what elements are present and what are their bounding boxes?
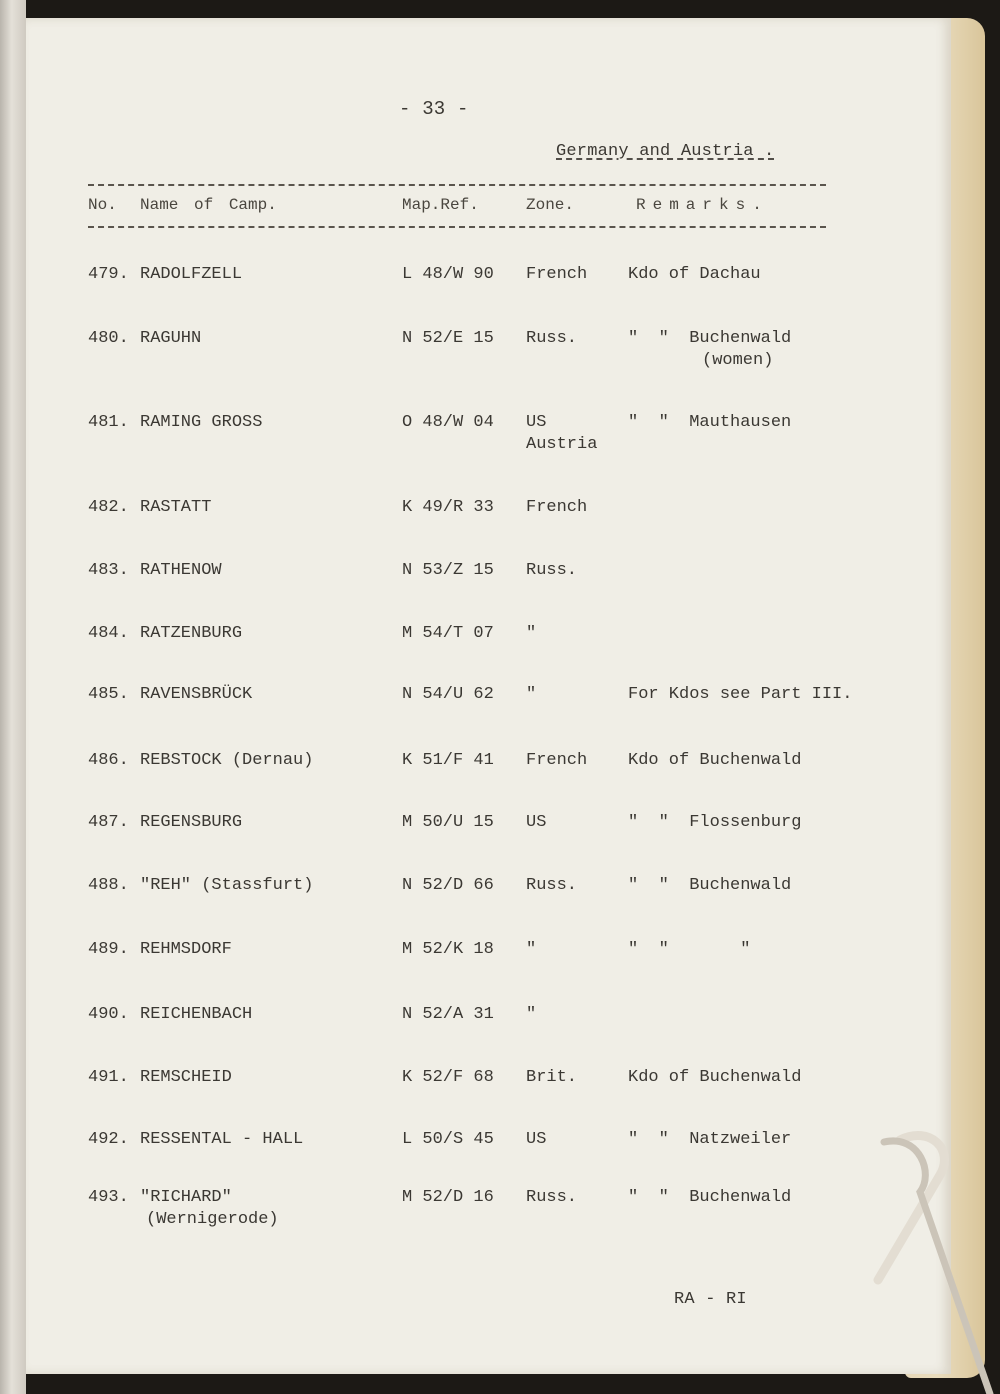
map-reference: N 52/D 66 xyxy=(402,876,494,895)
zone-line-2: Austria xyxy=(526,435,598,454)
map-reference: N 54/U 62 xyxy=(402,685,494,704)
zone: " xyxy=(526,685,537,704)
map-reference: M 50/U 15 xyxy=(402,813,494,832)
header-map-ref: Map.Ref. xyxy=(402,196,479,214)
remarks: " " Buchenwald xyxy=(628,329,792,348)
remarks: " " Mauthausen xyxy=(628,413,792,432)
zone: Russ. xyxy=(526,1188,578,1207)
remarks: Kdo of Buchenwald xyxy=(628,751,802,770)
camp-number: 488. xyxy=(88,876,129,895)
camp-number: 480. xyxy=(88,329,129,348)
camp-name: REICHENBACH xyxy=(140,1005,253,1024)
table-row xyxy=(26,265,951,325)
zone: Brit. xyxy=(526,1068,578,1087)
zone: Russ. xyxy=(526,876,578,895)
footer-index: RA - RI xyxy=(674,1290,747,1309)
remarks: Kdo of Buchenwald xyxy=(628,1068,802,1087)
map-reference: K 52/F 68 xyxy=(402,1068,494,1087)
document-page xyxy=(26,18,951,1374)
map-reference: O 48/W 04 xyxy=(402,413,494,432)
zone: French xyxy=(526,751,588,770)
camp-number: 487. xyxy=(88,813,129,832)
map-reference: N 53/Z 15 xyxy=(402,561,494,580)
remarks-line-2: (women) xyxy=(702,351,774,370)
table-row xyxy=(26,329,951,389)
table-row xyxy=(26,1130,951,1190)
table-row xyxy=(26,413,951,473)
camp-number: 493. xyxy=(88,1188,129,1207)
map-reference: M 52/K 18 xyxy=(402,940,494,959)
camp-name: RAGUHN xyxy=(140,329,202,348)
camp-name: RAVENSBRÜCK xyxy=(140,685,253,704)
map-reference: N 52/A 31 xyxy=(402,1005,494,1024)
camp-number: 486. xyxy=(88,751,129,770)
camp-number: 492. xyxy=(88,1130,129,1149)
camp-name: RATZENBURG xyxy=(140,624,243,643)
table-row xyxy=(26,624,951,684)
map-reference: M 52/D 16 xyxy=(402,1188,494,1207)
remarks: " " Buchenwald xyxy=(628,876,792,895)
zone: US xyxy=(526,813,547,832)
camp-number: 484. xyxy=(88,624,129,643)
camp-name: REGENSBURG xyxy=(140,813,243,832)
zone: US xyxy=(526,413,547,432)
header-rule-bottom xyxy=(88,226,826,228)
table-row xyxy=(26,876,951,936)
camp-name: "REH" (Stassfurt) xyxy=(140,876,314,895)
zone: US xyxy=(526,1130,547,1149)
map-reference: L 50/S 45 xyxy=(402,1130,494,1149)
binder-edge xyxy=(0,0,26,1394)
camp-name: RESSENTAL - HALL xyxy=(140,1130,304,1149)
table-row xyxy=(26,561,951,621)
zone: French xyxy=(526,498,588,517)
region-heading: Germany and Austria . xyxy=(556,142,775,161)
camp-name: RAMING GROSS xyxy=(140,413,263,432)
zone: Russ. xyxy=(526,329,578,348)
header-rule-top xyxy=(88,184,826,186)
header-no: No. xyxy=(88,196,117,214)
header-zone: Zone. xyxy=(526,196,575,214)
header-name: Name of Camp. xyxy=(140,196,277,214)
zone: French xyxy=(526,265,588,284)
camp-number: 491. xyxy=(88,1068,129,1087)
remarks: " " Flossenburg xyxy=(628,813,802,832)
camp-name: REHMSDORF xyxy=(140,940,232,959)
camp-number: 479. xyxy=(88,265,129,284)
zone: Russ. xyxy=(526,561,578,580)
page-number: - 33 - xyxy=(399,98,469,120)
map-reference: L 48/W 90 xyxy=(402,265,494,284)
map-reference: K 51/F 41 xyxy=(402,751,494,770)
remarks: " " " xyxy=(628,940,751,959)
camp-name: RADOLFZELL xyxy=(140,265,243,284)
camp-number: 481. xyxy=(88,413,129,432)
table-row xyxy=(26,685,951,745)
header-remarks: Remarks. xyxy=(636,196,769,214)
remarks: " " Natzweiler xyxy=(628,1130,792,1149)
camp-number: 485. xyxy=(88,685,129,704)
table-row xyxy=(26,1005,951,1065)
map-reference: M 54/T 07 xyxy=(402,624,494,643)
table-row xyxy=(26,813,951,873)
remarks: For Kdos see Part III. xyxy=(628,685,853,704)
map-reference: K 49/R 33 xyxy=(402,498,494,517)
camp-number: 483. xyxy=(88,561,129,580)
camp-name: "RICHARD" xyxy=(140,1188,232,1207)
camp-number: 489. xyxy=(88,940,129,959)
camp-number: 490. xyxy=(88,1005,129,1024)
remarks: Kdo of Dachau xyxy=(628,265,761,284)
zone: " xyxy=(526,940,537,959)
table-row xyxy=(26,1068,951,1128)
remarks: " " Buchenwald xyxy=(628,1188,792,1207)
table-row xyxy=(26,751,951,811)
table-row xyxy=(26,940,951,1000)
camp-name-line-2: (Wernigerode) xyxy=(146,1210,279,1229)
camp-number: 482. xyxy=(88,498,129,517)
camp-name: RASTATT xyxy=(140,498,212,517)
camp-name: REBSTOCK (Dernau) xyxy=(140,751,314,770)
zone: " xyxy=(526,1005,537,1024)
table-row xyxy=(26,498,951,558)
table-row xyxy=(26,1188,951,1248)
zone: " xyxy=(526,624,537,643)
camp-name: REMSCHEID xyxy=(140,1068,232,1087)
camp-name: RATHENOW xyxy=(140,561,222,580)
paper-clip xyxy=(860,1130,1000,1394)
map-reference: N 52/E 15 xyxy=(402,329,494,348)
